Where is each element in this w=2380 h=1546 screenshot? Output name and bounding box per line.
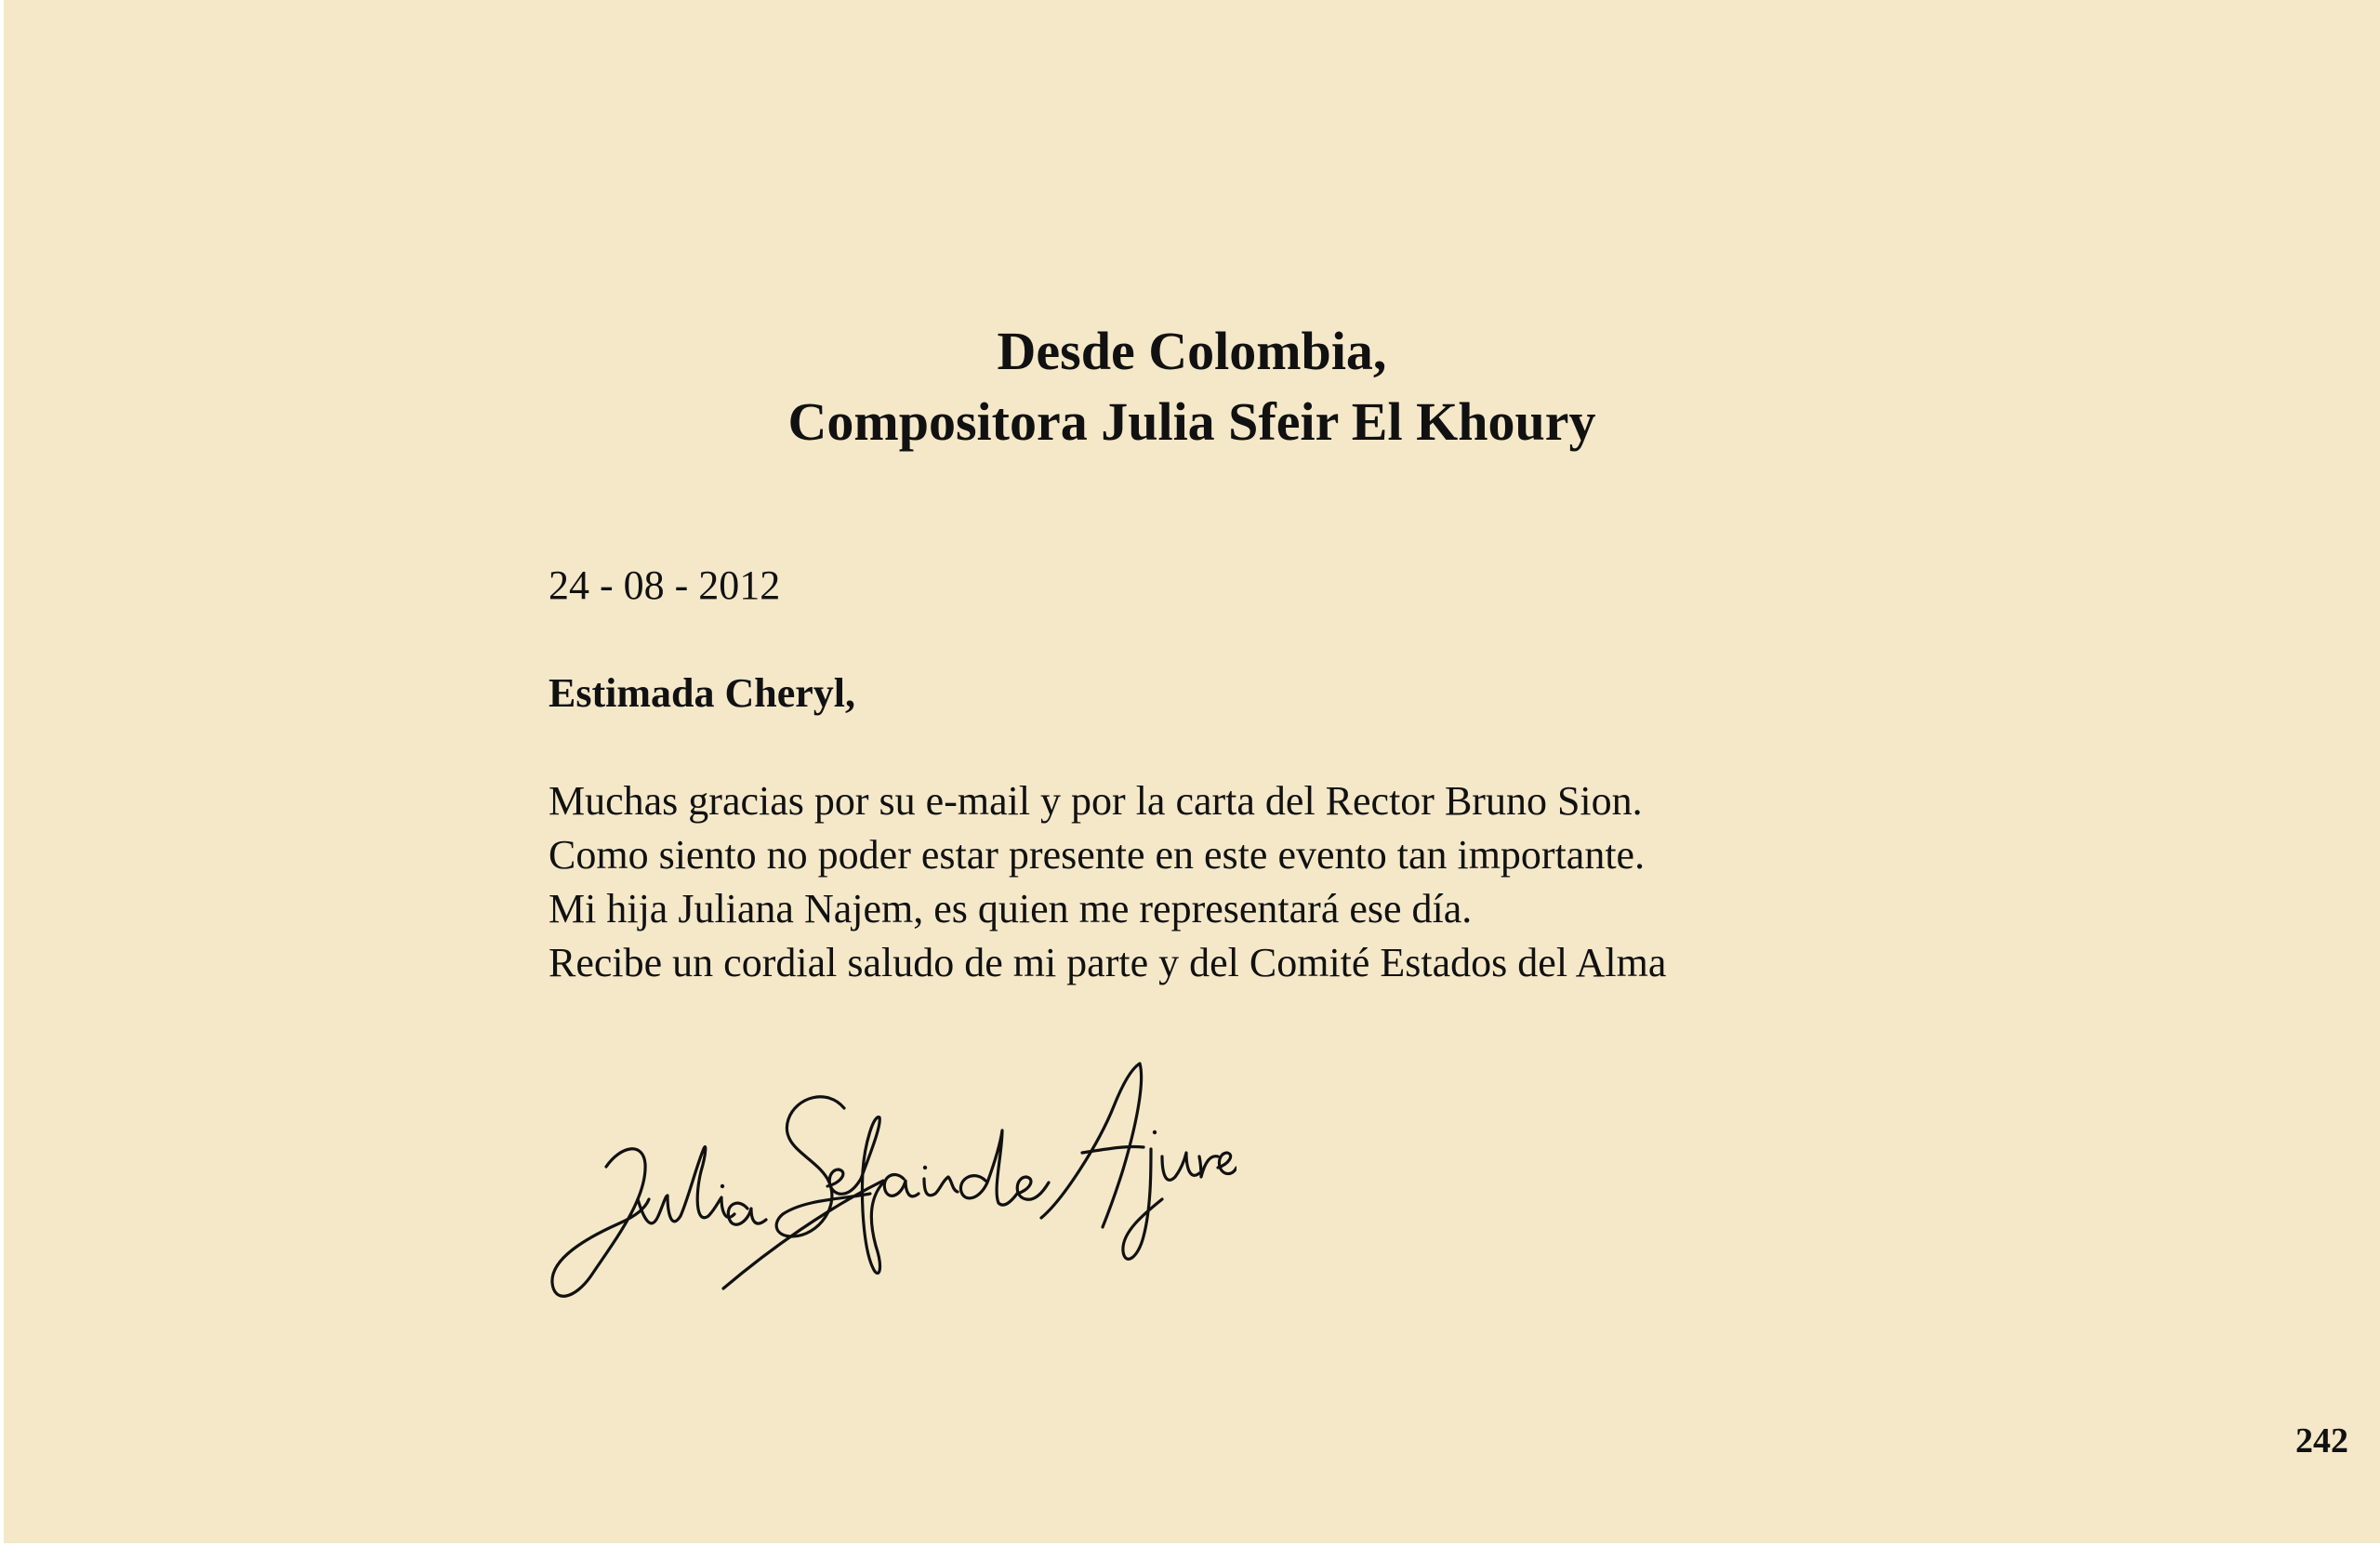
heading-line-2: Compositora Julia Sfeir El Khoury [787, 391, 1596, 452]
letter-page [4, 0, 2380, 1543]
body-line: Muchas gracias por su e-mail y por la carta del Rector Bruno Sion. [549, 778, 1643, 824]
body-line: Recibe un cordial saludo de mi parte y del Comité Estados del Alma [549, 940, 1667, 985]
letter-date: 24 - 08 - 2012 [549, 562, 781, 608]
handwritten-signature [549, 1060, 1236, 1320]
body-line: Como siento no poder estar presente en este evento tan importante. [549, 832, 1646, 878]
letter-greeting: Estimada Cheryl, [549, 670, 855, 716]
letter-body [549, 775, 1666, 991]
heading-line-1: Desde Colombia, [997, 321, 1387, 381]
page-number: 242 [2295, 1421, 2348, 1460]
body-line: Mi hija Juliana Najem, es quien me representará ese día. [549, 886, 1473, 932]
